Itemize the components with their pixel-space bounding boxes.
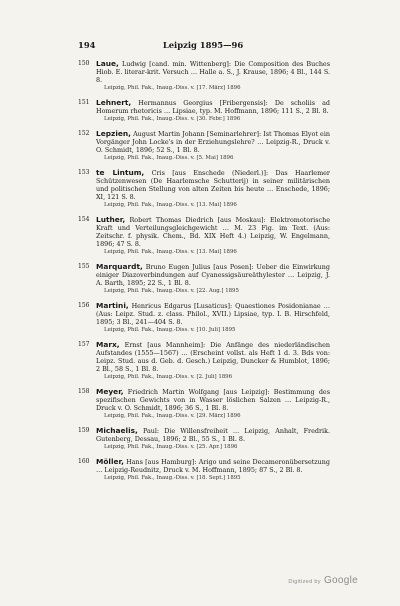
entry-name: Meyer, <box>96 387 124 396</box>
entry-text: Robert Thomas Diedrich [aus Moskau]: Elektromotorische Kraft und Verteilungsgleichgewicht … M. 23 Fig. im Text. (Aus: Zeitschr. f. physik. Chem., Bd. XIX Heft 4.) Leipzig, W. Engelmann, 1896; 47 S. 8. <box>96 216 330 248</box>
list-item <box>78 427 330 451</box>
entry-name: Martini, <box>96 301 129 310</box>
entry-text: Hermannus Georgius [Fribergensis]: De scholiis ad Homerum rhetoricis … Lipsiae, typ. M. Hoffmann, 1896; 111 S., 2 Bl. 8. <box>96 99 330 115</box>
entry-number: 158 <box>78 388 90 395</box>
entry-number: 157 <box>78 341 90 348</box>
entry-body <box>96 60 330 92</box>
entry-note: Leipzig, Phil. Fak., Inaug.-Diss. v. [17. März] 1896 <box>104 85 241 91</box>
entry-name: te Lintum, <box>96 168 145 177</box>
list-item <box>78 169 330 209</box>
entry-note: Leipzig, Phil. Fak., Inaug.-Diss. v. [30. Febr.] 1896 <box>104 116 241 122</box>
entry-number: 160 <box>78 458 90 465</box>
entry-number: 154 <box>78 216 90 223</box>
list-item <box>78 458 330 482</box>
entry-note: Leipzig, Phil. Fak., Inaug.-Diss. v. [22. Aug.] 1895 <box>104 288 239 294</box>
entry-number: 153 <box>78 169 90 176</box>
entry-name: Michaelis, <box>96 426 138 435</box>
entry-body <box>96 99 330 123</box>
entry-name: Lepzien, <box>96 129 131 138</box>
entry-body <box>96 216 330 256</box>
list-item <box>78 263 330 295</box>
entry-note: Leipzig, Phil. Fak., Inaug.-Diss. v. [29. März] 1896 <box>104 413 241 419</box>
entry-name: Marquardt, <box>96 262 143 271</box>
entry-note: Leipzig, Phil. Fak., Inaug.-Diss. v. [10. Juli] 1895 <box>104 327 236 333</box>
entry-note: Leipzig, Phil. Fak., Inaug.-Diss. v. [25. Apr.] 1896 <box>104 444 238 450</box>
entry-number: 155 <box>78 263 90 270</box>
digitized-by-text: Digitized by <box>288 579 321 585</box>
entry-number: 156 <box>78 302 90 309</box>
entry-list <box>78 60 330 489</box>
entry-body <box>96 458 330 482</box>
entry-name: Marx, <box>96 340 120 349</box>
digitized-by-google-watermark <box>288 575 358 586</box>
entry-text: Ludwig [cand. min. Wittenberg]: Die Composition des Buches Hiob. E. literar-krit. Versuch … Halle a. S., J. Krause, 1896; 4 Bl., 144 S. 8. <box>96 60 330 84</box>
entry-number: 159 <box>78 427 90 434</box>
entry-text: Ernst [aus Mannheim]: Die Anfänge des niederländischen Aufstandes (1555—1567) … (Erscheint vollst. als Heft 1 d. 3. Bds von: Leipz. Stud. aus d. Geb. d. Gesch.) Leipzig, Duncker & Humblot, 1896; 2 Bl., 58 S., 1 Bl. 8. <box>96 341 330 373</box>
entry-text: Paul: Die Willensfreiheit … Leipzig, Anhalt, Fredrik. Gutenberg, Dessau, 1896; 2 Bl., 55 S., 1 Bl. 8. <box>96 427 330 443</box>
entry-text: Cris [aus Enschede (Niederl.)]: Das Haarlemer Schützenwesen (De Haarlemsche Schutterij) in seiner militärischen und politischen Stellung von alten Zeiten bis heute … Enschede, 1896; XI, 121 S. 8. <box>96 169 330 201</box>
entry-text: Bruno Eugen Julius [aus Posen]: Ueber die Einwirkung einiger Diazoverbindungen auf Cyanessigsäureäthylester … Leipzig, J. A. Barth, 1895; 22 S., 1 Bl. 8. <box>96 263 330 287</box>
entry-text: Hans [aus Hamburg]: Arigo und seine Decameronübersetzung … Leipzig-Reudnitz, Druck v. M. Hoffmann, 1895; 87 S., 2 Bl. 8. <box>96 458 330 474</box>
list-item <box>78 130 330 162</box>
entry-name: Laue, <box>96 59 119 68</box>
list-item <box>78 99 330 123</box>
entry-name: Lehnert, <box>96 98 132 107</box>
entry-body <box>96 427 330 451</box>
list-item <box>78 341 330 381</box>
running-title: Leipzig 1895—96 <box>162 40 244 50</box>
entry-body <box>96 169 330 209</box>
entry-body <box>96 263 330 295</box>
entry-note: Leipzig, Phil. Fak., Inaug.-Diss. v. [13. Mai] 1896 <box>104 202 237 208</box>
list-item <box>78 302 330 334</box>
entry-note: Leipzig, Phil. Fak., Inaug.-Diss. v. [2. Juli] 1896 <box>104 374 233 380</box>
entry-text: Henricus Edgarus [Lusaticus]: Quaestiones Posidonianae … (Aus: Leipz. Stud. z. class. Philol., XVII.) Lipsiae, typ. I. B. Hirschfeld, 1895; 3 Bl., 241—404 S. 8. <box>96 302 330 326</box>
list-item <box>78 216 330 256</box>
entry-note: Leipzig, Phil. Fak., Inaug.-Diss. v. [5. Mai] 1896 <box>104 155 234 161</box>
entry-number: 152 <box>78 130 90 137</box>
page-header <box>78 40 328 52</box>
entry-text: August Martin Johann [Seminarlehrer]: Ist Thomas Elyot ein Vorgänger John Locke's in der Erziehungslehre? … Leipzig-R., Druck v. O. Schmidt, 1896; 52 S., 1 Bl. 8. <box>96 130 330 154</box>
entry-note: Leipzig, Phil. Fak., Inaug.-Diss. v. [18. Sept.] 1895 <box>104 475 241 481</box>
entry-body <box>96 341 330 381</box>
entry-number: 151 <box>78 99 90 106</box>
entry-note: Leipzig, Phil. Fak., Inaug.-Diss. v. [13. Mai] 1896 <box>104 249 237 255</box>
list-item <box>78 60 330 92</box>
entry-body <box>96 130 330 162</box>
entry-name: Möller, <box>96 457 124 466</box>
list-item <box>78 388 330 420</box>
entry-body <box>96 388 330 420</box>
entry-body <box>96 302 330 334</box>
page-number: 194 <box>78 40 96 50</box>
entry-number: 150 <box>78 60 90 67</box>
google-brand-text: Google <box>323 575 358 586</box>
entry-name: Luther, <box>96 215 126 224</box>
entry-text: Friedrich Martin Wolfgang [aus Leipzig]: Bestimmung des spezifischen Gewichts von in Wasser löslichen Salzen … Leipzig-R., Druck v. O. Schmidt, 1896; 36 S., 1 Bl. 8. <box>96 388 330 412</box>
